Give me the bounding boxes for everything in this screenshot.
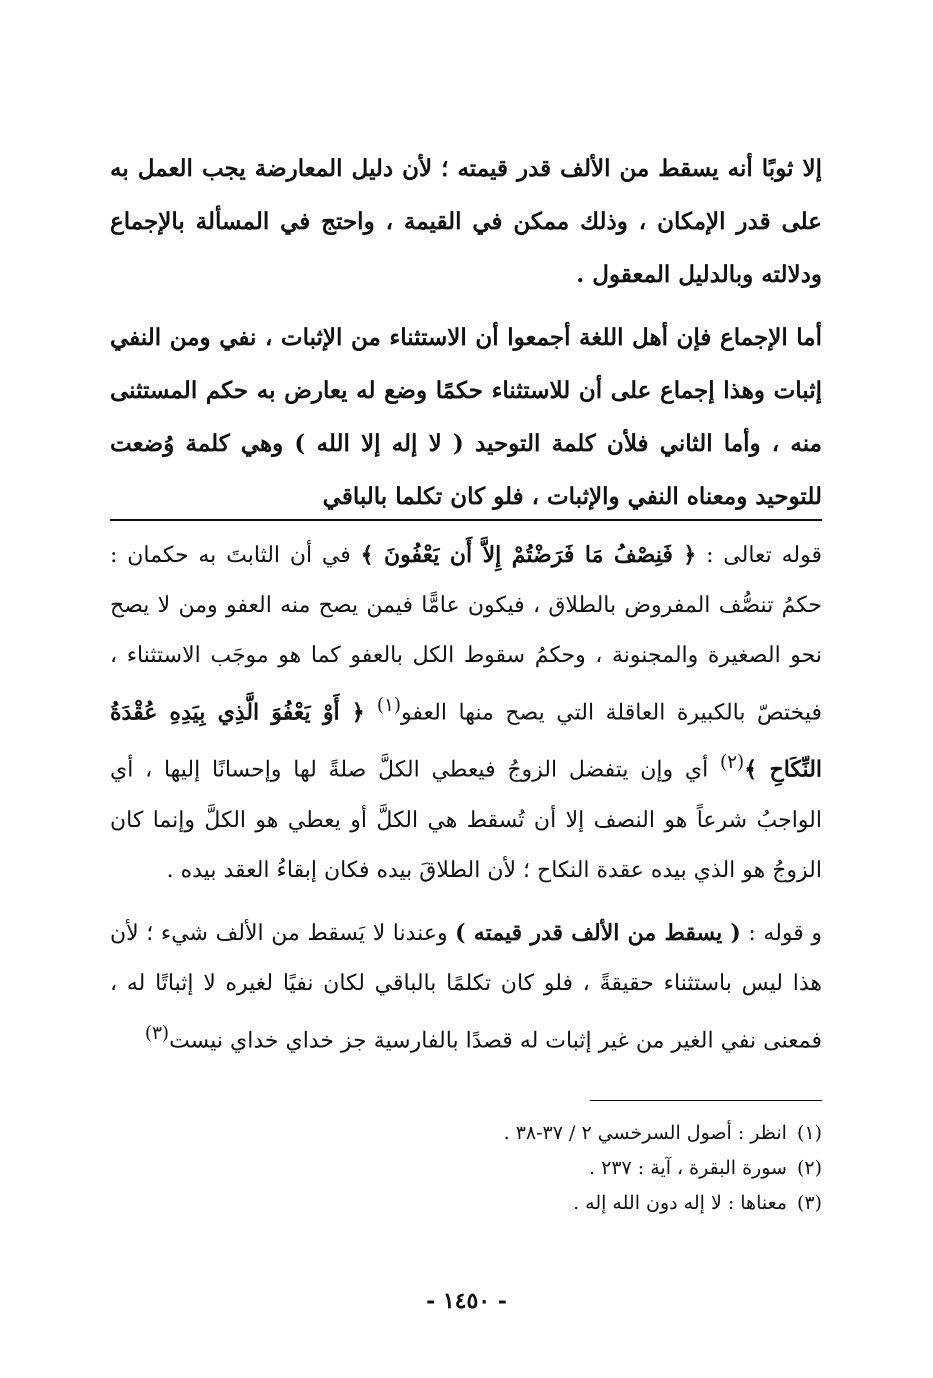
footnote-number: (٢) [796, 1157, 822, 1179]
commentary-lead-2: و قوله : [740, 920, 823, 946]
commentary-text [110, 530, 822, 1066]
footnote-text: معناها : لا إله دون الله إله . [573, 1192, 787, 1214]
footnote-number: (٣) [796, 1192, 822, 1214]
footnote-number: (١) [796, 1122, 822, 1144]
commentary-paragraph-1 [110, 530, 822, 896]
commentary-paragraph-2 [110, 908, 822, 1066]
quran-quote-2: ﴿ أَوْ يَعْفُوَ الَّذِي بِيَدِهِ عُقْدَةُ النِّكَاحِ ﴾ [110, 699, 823, 783]
commentary-text-1: في أن الثابتَ به حكمان : حكمُ تنصُّف المفروض بالطلاق ، فيكون عامًّا فيمن يصح منه العفو ومن لا يصح نحو الصغيرة والمجنونة ، وحكمُ سقوط الكل بالعفو كما هو موجَب الاستثناء ، فيختصّ بالكبيرة العاقلة التي يصح منها العفو [110, 543, 822, 726]
quoted-phrase: ( يسقط من الألف قدر قيمته ) [455, 919, 741, 946]
main-paragraph-2: أما الإجماع فإن أهل اللغة أجمعوا أن الاستثناء من الإثبات ، نفي ومن النفي إثبات وهذا إجماع على أن للاستثناء حكمًا وضع له يعارض به حكم المستثنى منه ، وأما الثاني فلأن كلمة التوحيد ( لا إله إلا الله ) وهي كلمة وُضعت للتوحيد ومعناه النفي والإثبات ، فلو كان تكلما بالباقي [110, 324, 822, 510]
commentary-text-3: وعندنا لا يَسقط من الألف شيء ؛ لأن هذا ليس باستثناء حقيقةً ، فلو كان تكلمًا بالباقي لكان نفيًا لغيره لا إثباتًا له ، فمعنى نفي الغير من غير إثبات له قصدًا بالفارسية جز خداي خداي نيست [110, 920, 822, 1053]
footnote-text: سورة البقرة ، آية : ٢٣٧ . [589, 1157, 787, 1179]
footnote-ref-1: (١) [376, 695, 402, 716]
page-number: - ١٤٥٠ - [426, 1288, 507, 1314]
footnote-ref-2: (٢) [720, 752, 745, 774]
footnote-separator-rule [590, 1100, 822, 1101]
commentary-lead: قوله تعالى : [696, 543, 822, 568]
footnote-text: انظر : أصول السرخسي ٢ / ٣٧-٣٨ . [503, 1122, 787, 1144]
footnote-3 [110, 1186, 822, 1221]
main-separator-rule [110, 519, 822, 521]
footnote-2 [110, 1151, 822, 1186]
footnotes [110, 1116, 822, 1221]
main-text [110, 142, 822, 523]
quran-quote-1: ﴿ فَنِصْفُ مَا فَرَضْتُمْ إِلاَّ أَن يَعْفُونَ ﴾ [360, 542, 697, 568]
footnote-ref-3: (٣) [144, 1022, 170, 1044]
footnote-1 [110, 1116, 822, 1151]
main-paragraph-1: إلا ثوبًا أنه يسقط من الألف قدر قيمته ؛ لأن دليل المعارضة يجب العمل به على قدر الإمكان ، وذلك ممكن في القيمة ، واحتج في المسألة بالإجماع ودلالته وبالدليل المعقول . [110, 155, 822, 288]
commentary-text-2: أي وإن يتفضل الزوجُ فيعطي الكلَّ صلةً لها وإحسانًا إليها ، أي الواجبُ شرعاً هو النصف إلا أن تُسقط هي الكلَّ أو يعطي هو الكلَّ وإنما كان الزوجُ هو الذي بيده عقدة النكاح ؛ لأن الطلاقَ بيده فكان إبقاءُ العقد بيده . [110, 757, 822, 883]
